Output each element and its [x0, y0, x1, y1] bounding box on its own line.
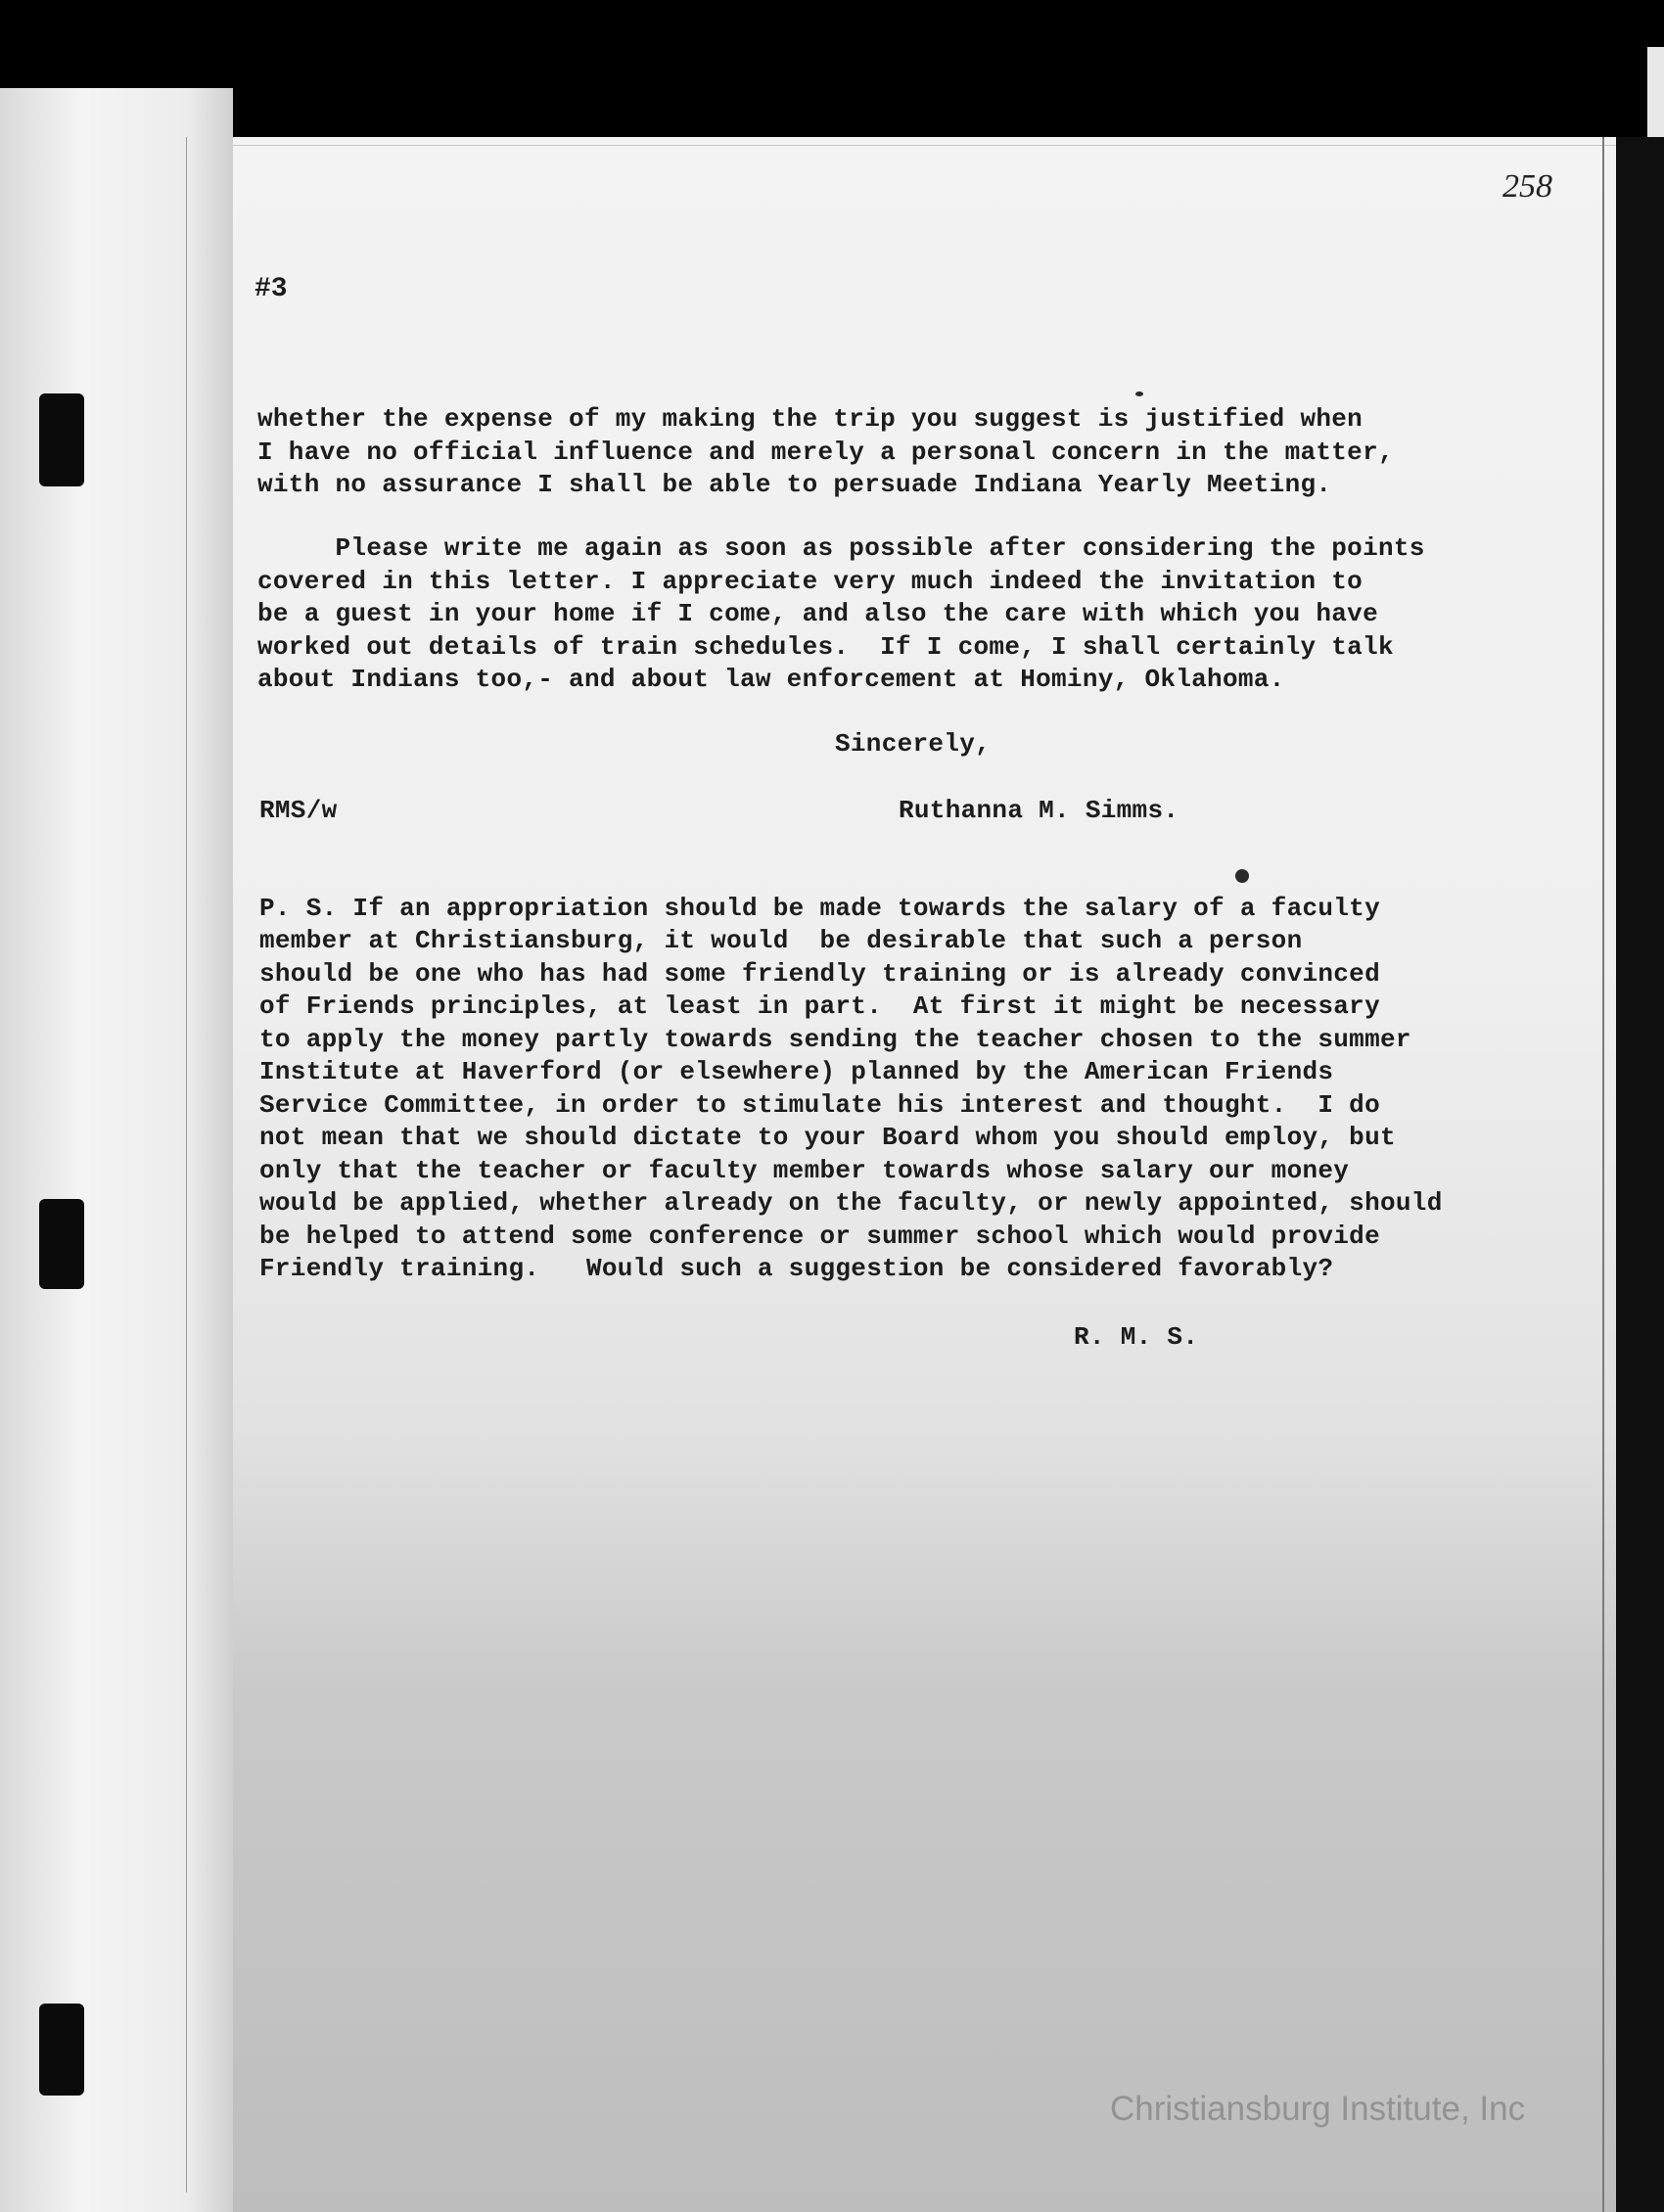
postscript-line: member at Christiansburg, it would be desirable that such a person: [259, 926, 1303, 955]
archive-watermark: Christiansburg Institute, Inc: [1110, 2090, 1526, 2128]
postscript-line: Service Committee, in order to stimulate his interest and thought. I do: [259, 1090, 1380, 1120]
punch-hole: [39, 2004, 84, 2096]
postscript-line: to apply the money partly towards sending the teacher chosen to the summer: [259, 1025, 1411, 1054]
right-dark-border: [1616, 137, 1664, 2212]
paragraph-1-line: whether the expense of my making the trip you suggest is justified when: [257, 404, 1364, 434]
handwritten-page-number: 258: [1502, 168, 1552, 205]
postscript-line: Friendly training. Would such a suggestion be considered favorably?: [259, 1254, 1334, 1283]
postscript-line: be helped to attend some conference or summer school which would provide: [259, 1221, 1380, 1251]
paragraph-2-line: covered in this letter. I appreciate very much indeed the invitation to: [257, 567, 1364, 596]
postscript-line: not mean that we should dictate to your Board whom you should employ, but: [259, 1123, 1396, 1152]
page-top-rule: [233, 145, 1616, 146]
paragraph-2-line: worked out details of train schedules. If I come, I shall certainly talk: [257, 632, 1394, 662]
signature-name: Ruthanna M. Simms.: [899, 796, 1179, 825]
postscript-initials: R. M. S.: [1074, 1322, 1199, 1352]
paragraph-2-line: be a guest in your home if I come, and also the care with which you have: [257, 599, 1378, 628]
paragraph-1-line: I have no official influence and merely a personal concern in the matter,: [257, 438, 1394, 467]
ink-blot: [1235, 869, 1249, 883]
sheet-number: #3: [254, 274, 288, 304]
punch-hole: [39, 393, 84, 486]
punch-hole: [39, 1199, 84, 1289]
left-margin-strip: [0, 88, 233, 2212]
margin-rule: [186, 137, 187, 2192]
postscript-line: should be one who has had some friendly training or is already convinced: [259, 959, 1380, 989]
postscript-line: P. S. If an appropriation should be made towards the salary of a faculty: [259, 894, 1380, 923]
postscript-line: of Friends principles, at least in part. At first it might be necessary: [259, 991, 1380, 1021]
postscript-line: would be applied, whether already on the faculty, or newly appointed, should: [259, 1188, 1443, 1218]
paragraph-2-line: Please write me again as soon as possible after considering the points: [257, 533, 1425, 563]
reference-initials: RMS/w: [259, 796, 338, 825]
paragraph-2-line: about Indians too,- and about law enforcement at Hominy, Oklahoma.: [257, 665, 1285, 694]
paragraph-1-line: with no assurance I shall be able to persuade Indiana Yearly Meeting.: [257, 470, 1332, 499]
page-right-rule: [1602, 137, 1604, 2212]
postscript-line: only that the teacher or faculty member towards whose salary our money: [259, 1156, 1350, 1185]
postscript-line: Institute at Haverford (or elsewhere) planned by the American Friends: [259, 1057, 1334, 1086]
ink-mark: [1135, 392, 1143, 396]
closing-salutation: Sincerely,: [835, 729, 992, 759]
